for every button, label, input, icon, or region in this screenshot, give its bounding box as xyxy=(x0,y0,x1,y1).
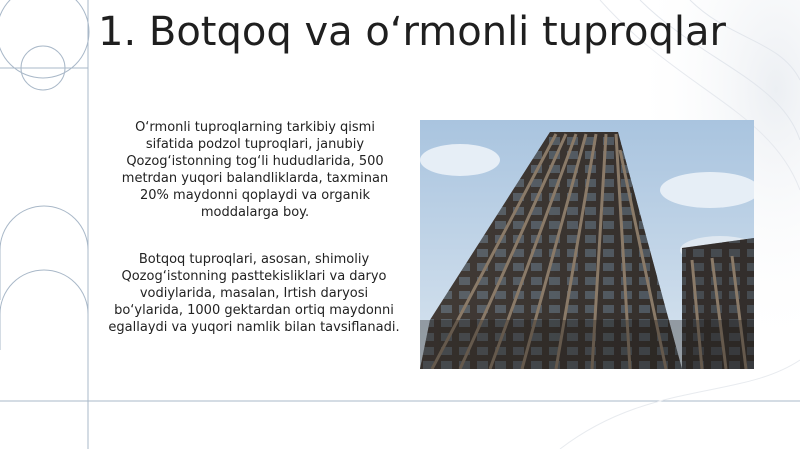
paragraph-forest-soils: O‘rmonli tuproqlarning tarkibiy qismi sifatida podzol tuproqlari, janubiy Qozog‘istonning tog‘li hududlarida, 500 metrdan yuqori balandliklarda, taxminan 20% maydonni qoplaydi va organik moddalarga boy. xyxy=(121,120,389,220)
slide-title: 1. Botqoq va o‘rmonli tuproqlar xyxy=(98,9,726,55)
building-photo xyxy=(420,120,754,369)
tall-building-photo-icon xyxy=(420,120,754,369)
paragraph-swamp-soils: Botqoq tuproqlari, asosan, shimoliy Qozog‘istonning pasttekisliklari va daryo vodiylarida, masalan, Irtish daryosi bo‘ylarida, 1000 gektardan ortiq maydonni egallaydi va yuqori namlik bilan tavsiflanadi. xyxy=(108,252,400,335)
